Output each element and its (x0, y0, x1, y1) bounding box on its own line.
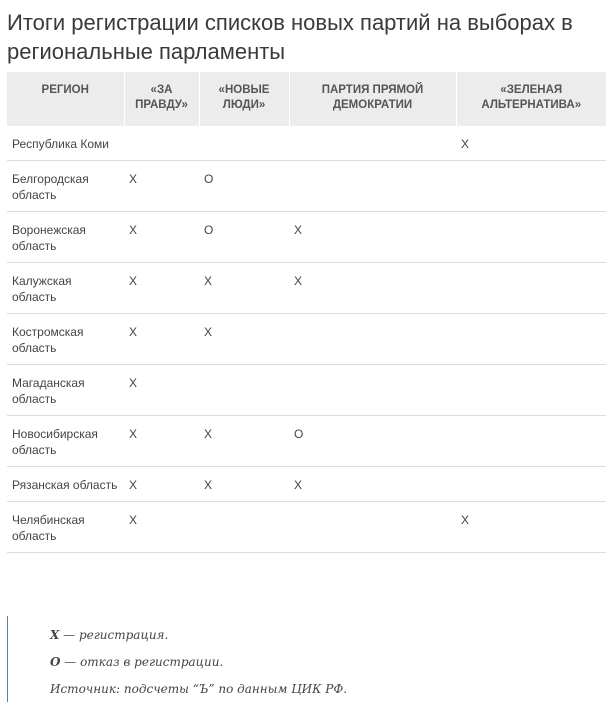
zelenaya-cell (456, 467, 606, 502)
novye-lyudi-cell: O (199, 212, 289, 263)
zelenaya-cell (456, 365, 606, 416)
region-cell: Челябинская область (7, 502, 124, 553)
za-pravdu-cell: X (124, 502, 199, 553)
table-row (7, 314, 606, 365)
legend-o-mark: O (50, 655, 61, 669)
zelenaya-cell (456, 314, 606, 365)
header-region: РЕГИОН (7, 72, 124, 126)
zelenaya-cell (456, 263, 606, 314)
table-row (7, 161, 606, 212)
legend-x-text: — регистрация. (59, 628, 169, 642)
table-row (7, 467, 606, 502)
header-novye-lyudi: «НОВЫЕ ЛЮДИ» (199, 72, 289, 126)
region-cell: Белгородская область (7, 161, 124, 212)
region-cell: Магаданская область (7, 365, 124, 416)
novye-lyudi-cell: O (199, 161, 289, 212)
registration-table (7, 72, 606, 553)
region-cell: Новосибирская область (7, 416, 124, 467)
novye-lyudi-cell: X (199, 314, 289, 365)
novye-lyudi-cell: X (199, 467, 289, 502)
legend-refusal (50, 655, 223, 669)
za-pravdu-cell: X (124, 263, 199, 314)
table-row (7, 502, 606, 553)
region-cell: Республика Коми (7, 126, 124, 161)
region-cell: Костромская область (7, 314, 124, 365)
za-pravdu-cell: X (124, 212, 199, 263)
table-row (7, 263, 606, 314)
ppd-cell: O (289, 416, 456, 467)
ppd-cell (289, 161, 456, 212)
legend-o-text: — отказ в регистрации. (60, 655, 224, 669)
novye-lyudi-cell: X (199, 416, 289, 467)
novye-lyudi-cell (199, 126, 289, 161)
legend-source: Источник: подсчеты “Ъ” по данным ЦИК РФ. (50, 682, 348, 696)
za-pravdu-cell: X (124, 467, 199, 502)
novye-lyudi-cell (199, 365, 289, 416)
zelenaya-cell (456, 212, 606, 263)
ppd-cell: X (289, 467, 456, 502)
za-pravdu-cell: X (124, 314, 199, 365)
header-za-pravdu: «ЗА ПРАВДУ» (124, 72, 199, 126)
za-pravdu-cell: X (124, 365, 199, 416)
zelenaya-cell: X (456, 502, 606, 553)
page-title: Итоги регистрации списков новых партий на выборах в региональные парламенты (7, 10, 573, 64)
legend-block (7, 616, 568, 702)
novye-lyudi-cell: X (199, 263, 289, 314)
table-row (7, 212, 606, 263)
za-pravdu-cell: X (124, 161, 199, 212)
table-header-row (7, 72, 606, 126)
zelenaya-cell: X (456, 126, 606, 161)
table-row (7, 126, 606, 161)
ppd-cell (289, 126, 456, 161)
header-ppd: ПАРТИЯ ПРЯМОЙ ДЕМОКРАТИИ (289, 72, 456, 126)
region-cell: Калужская область (7, 263, 124, 314)
ppd-cell (289, 502, 456, 553)
novye-lyudi-cell (199, 502, 289, 553)
ppd-cell (289, 314, 456, 365)
za-pravdu-cell (124, 126, 199, 161)
ppd-cell (289, 365, 456, 416)
legend-registration (50, 628, 168, 642)
region-cell: Рязанская область (7, 467, 124, 502)
zelenaya-cell (456, 416, 606, 467)
header-zelenaya-alternativa: «ЗЕЛЕНАЯ АЛЬТЕРНАТИВА» (456, 72, 606, 126)
region-cell: Воронежская область (7, 212, 124, 263)
legend-x-mark: X (50, 628, 60, 642)
zelenaya-cell (456, 161, 606, 212)
table-row (7, 365, 606, 416)
table-row (7, 416, 606, 467)
ppd-cell: X (289, 212, 456, 263)
ppd-cell: X (289, 263, 456, 314)
za-pravdu-cell: X (124, 416, 199, 467)
